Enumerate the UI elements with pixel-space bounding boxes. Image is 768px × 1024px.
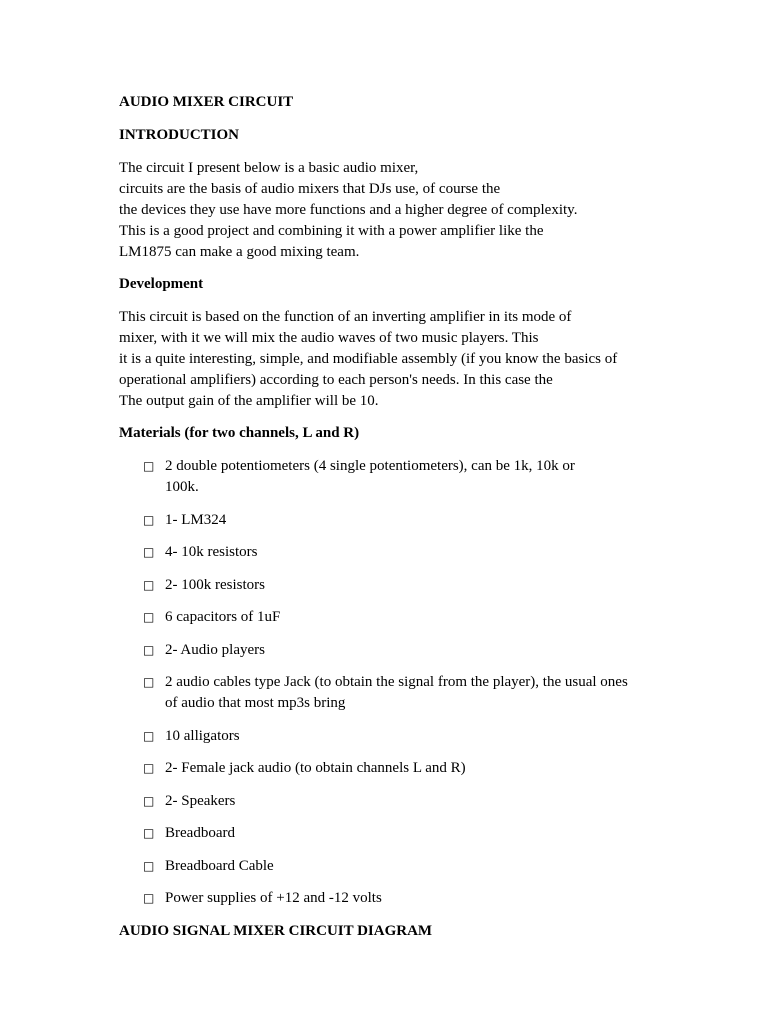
introduction-line: The circuit I present below is a basic audio mixer, [119, 160, 419, 176]
development-line: The output gain of the amplifier will be 10. [119, 393, 379, 409]
list-item [119, 607, 749, 628]
document-title: AUDIO MIXER CIRCUIT [119, 94, 294, 110]
bullet-icon: □ [143, 610, 155, 624]
bullet-icon: □ [143, 858, 155, 873]
list-item [119, 888, 749, 909]
list-item [119, 726, 749, 747]
list-item [119, 510, 749, 531]
bullet-icon: □ [143, 891, 155, 905]
introduction-line: circuits are the basis of audio mixers that DJs use, of course the [119, 181, 501, 197]
list-item-text: 2- 100k resistors [165, 576, 265, 593]
list-item-text: 2- Speakers [165, 792, 236, 809]
list-item-continuation: of audio that most mp3s bring [165, 695, 346, 711]
list-item-text: 4- 10k resistors [165, 544, 258, 560]
list-item-text: 2 audio cables type Jack (to obtain the signal from the player), the usual ones [165, 674, 628, 690]
list-item [119, 758, 749, 779]
bullet-icon: □ [143, 761, 155, 775]
bullet-icon: □ [143, 642, 155, 657]
list-item-text: 2- Audio players [165, 641, 265, 658]
list-item-text: 2 double potentiometers (4 single potentiometers), can be 1k, 10k or [165, 458, 575, 474]
development-paragraph [119, 307, 749, 412]
list-item [119, 575, 749, 596]
bullet-icon: □ [143, 728, 155, 743]
list-item [119, 542, 749, 563]
introduction-line: LM1875 can make a good mixing team. [119, 244, 360, 260]
bullet-icon: □ [143, 459, 155, 473]
materials-heading: Materials (for two channels, L and R) [119, 425, 360, 441]
bullet-icon: □ [143, 675, 155, 689]
list-item-text: Breadboard Cable [165, 857, 274, 874]
list-item-continuation: 100k. [165, 479, 199, 495]
development-line: operational amplifiers) according to each person's needs. In this case the [119, 372, 553, 388]
development-line: mixer, with it we will mix the audio waves of two music players. This [119, 330, 539, 346]
list-item [119, 640, 749, 661]
development-line: This circuit is based on the function of an inverting amplifier in its mode of [119, 309, 572, 325]
list-item-text: 10 alligators [165, 727, 240, 744]
development-line: it is a quite interesting, simple, and modifiable assembly (if you know the basics of [119, 351, 618, 367]
list-item [119, 456, 749, 498]
list-item-text: Breadboard [165, 825, 235, 841]
list-item [119, 672, 749, 714]
bullet-icon: □ [143, 577, 155, 592]
introduction-line: This is a good project and combining it with a power amplifier like the [119, 223, 544, 239]
introduction-heading: INTRODUCTION [119, 127, 240, 143]
list-item-text: 2- Female jack audio (to obtain channels L and R) [165, 760, 466, 776]
development-heading: Development [119, 276, 204, 292]
bullet-icon: □ [143, 545, 155, 559]
bullet-icon: □ [143, 512, 155, 527]
list-item [119, 823, 749, 844]
list-item-text: Power supplies of +12 and -12 volts [165, 890, 382, 906]
list-item-text: 6 capacitors of 1uF [165, 609, 281, 625]
bullet-icon: □ [143, 793, 155, 808]
list-item [119, 791, 749, 812]
materials-list [119, 456, 749, 909]
circuit-diagram-heading: AUDIO SIGNAL MIXER CIRCUIT DIAGRAM [119, 922, 433, 939]
introduction-line: the devices they use have more functions and a higher degree of complexity. [119, 202, 578, 218]
introduction-paragraph [119, 158, 749, 263]
document-body [119, 92, 749, 954]
list-item-text: 1- LM324 [165, 511, 227, 528]
bullet-icon: □ [143, 826, 155, 840]
list-item [119, 856, 749, 877]
